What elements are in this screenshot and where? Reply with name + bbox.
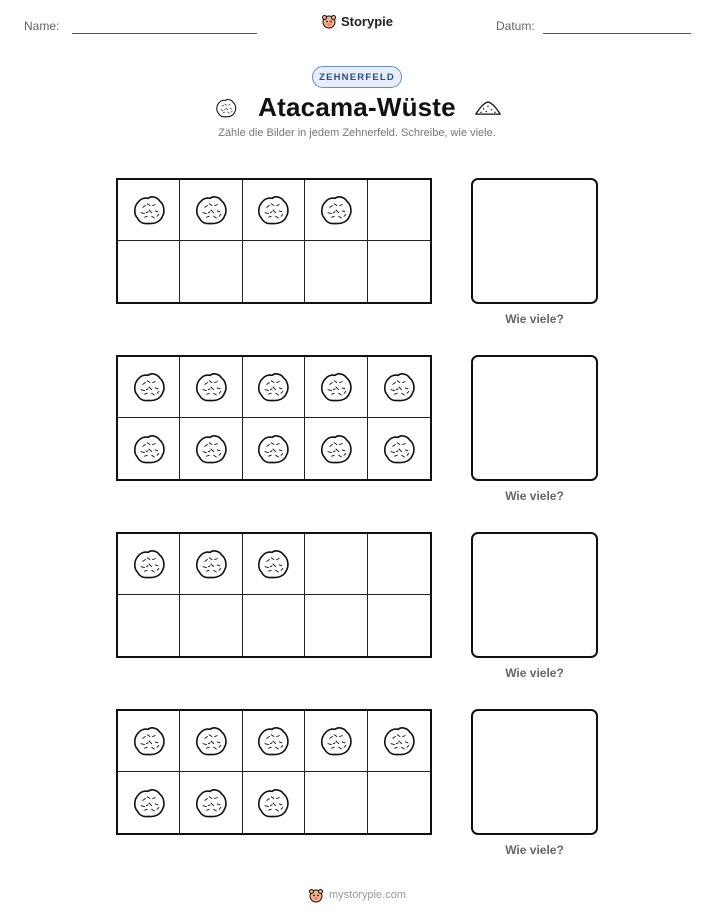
- rock-icon: [381, 724, 417, 758]
- answer-box[interactable]: [471, 532, 598, 658]
- ten-frame: [116, 355, 432, 481]
- rock-icon: [131, 432, 167, 466]
- answer-label: Wie viele?: [505, 843, 564, 857]
- rock-icon: [318, 432, 354, 466]
- rock-icon: [193, 724, 229, 758]
- ten-frame-cell: [243, 357, 305, 418]
- footer: [0, 887, 714, 903]
- ten-frame-cell: [305, 357, 367, 418]
- ten-frame-cell: [118, 241, 180, 302]
- ten-frame-cell: [305, 241, 367, 302]
- mascot-icon: [321, 13, 337, 29]
- name-line: [72, 33, 257, 34]
- ten-frame-cell: [118, 772, 180, 833]
- date-label: Datum:: [496, 19, 535, 33]
- ten-frame-cell: [118, 595, 180, 656]
- instructions: Zähle die Bilder in jedem Zehnerfeld. Schreibe, wie viele.: [218, 127, 496, 139]
- title-row: [0, 92, 714, 123]
- ten-frame-cell: [305, 595, 367, 656]
- rock-icon: [381, 370, 417, 404]
- ten-frame-cell: [368, 772, 430, 833]
- ten-frame-cell: [368, 595, 430, 656]
- ten-frame-cell: [243, 418, 305, 479]
- ten-frame-cell: [243, 180, 305, 241]
- sand-pile-icon: [474, 97, 502, 119]
- footer-url: mystorypie.com: [328, 889, 407, 901]
- rock-icon: [131, 724, 167, 758]
- rock-icon: [212, 97, 240, 119]
- rock-icon: [318, 370, 354, 404]
- answer-label: Wie viele?: [505, 312, 564, 326]
- rock-icon: [131, 193, 167, 227]
- worksheet-type-badge: ZEHNERFELD: [312, 66, 402, 88]
- ten-frame-cell: [243, 534, 305, 595]
- ten-frame-cell: [305, 772, 367, 833]
- ten-frame-cell: [118, 418, 180, 479]
- rock-icon: [255, 193, 291, 227]
- rock-icon: [255, 786, 291, 820]
- answer-box[interactable]: [471, 178, 598, 304]
- ten-frame-cell: [305, 534, 367, 595]
- ten-frame-cell: [368, 241, 430, 302]
- answer-label: Wie viele?: [505, 666, 564, 680]
- answer-box[interactable]: [471, 709, 598, 835]
- rock-icon: [255, 547, 291, 581]
- brand-name: Storypie: [340, 13, 393, 29]
- ten-frame: [116, 178, 432, 304]
- rock-icon: [193, 193, 229, 227]
- ten-frame-cell: [243, 241, 305, 302]
- ten-frame-cell: [180, 180, 242, 241]
- rock-icon: [381, 432, 417, 466]
- ten-frame-cell: [305, 180, 367, 241]
- ten-frame-cell: [305, 711, 367, 772]
- rock-icon: [193, 432, 229, 466]
- rock-icon: [255, 724, 291, 758]
- ten-frame-cell: [118, 711, 180, 772]
- ten-frame: [116, 709, 432, 835]
- rock-icon: [131, 547, 167, 581]
- ten-frame-cell: [368, 180, 430, 241]
- brand-logo: [0, 13, 714, 29]
- ten-frame: [116, 532, 432, 658]
- rock-icon: [193, 786, 229, 820]
- ten-frame-cell: [180, 357, 242, 418]
- ten-frame-cell: [368, 711, 430, 772]
- mascot-icon: [308, 887, 324, 903]
- ten-frame-cell: [180, 595, 242, 656]
- answer-box[interactable]: [471, 355, 598, 481]
- ten-frame-cell: [243, 595, 305, 656]
- ten-frame-cell: [305, 418, 367, 479]
- rock-icon: [193, 370, 229, 404]
- name-label: Name:: [24, 19, 60, 33]
- rock-icon: [131, 370, 167, 404]
- ten-frame-cell: [118, 534, 180, 595]
- rock-icon: [318, 193, 354, 227]
- ten-frame-cell: [180, 711, 242, 772]
- ten-frame-cell: [118, 180, 180, 241]
- rock-icon: [255, 432, 291, 466]
- rock-icon: [193, 547, 229, 581]
- ten-frame-cell: [368, 418, 430, 479]
- ten-frame-cell: [243, 772, 305, 833]
- ten-frame-cell: [368, 357, 430, 418]
- rock-icon: [255, 370, 291, 404]
- date-line: [543, 33, 691, 34]
- rock-icon: [318, 724, 354, 758]
- ten-frame-cell: [180, 241, 242, 302]
- ten-frame-cell: [243, 711, 305, 772]
- answer-label: Wie viele?: [505, 489, 564, 503]
- ten-frame-cell: [368, 534, 430, 595]
- ten-frame-cell: [180, 418, 242, 479]
- ten-frame-cell: [118, 357, 180, 418]
- ten-frame-cell: [180, 772, 242, 833]
- rock-icon: [131, 786, 167, 820]
- ten-frame-cell: [180, 534, 242, 595]
- page-title: Atacama-Wüste: [258, 92, 456, 122]
